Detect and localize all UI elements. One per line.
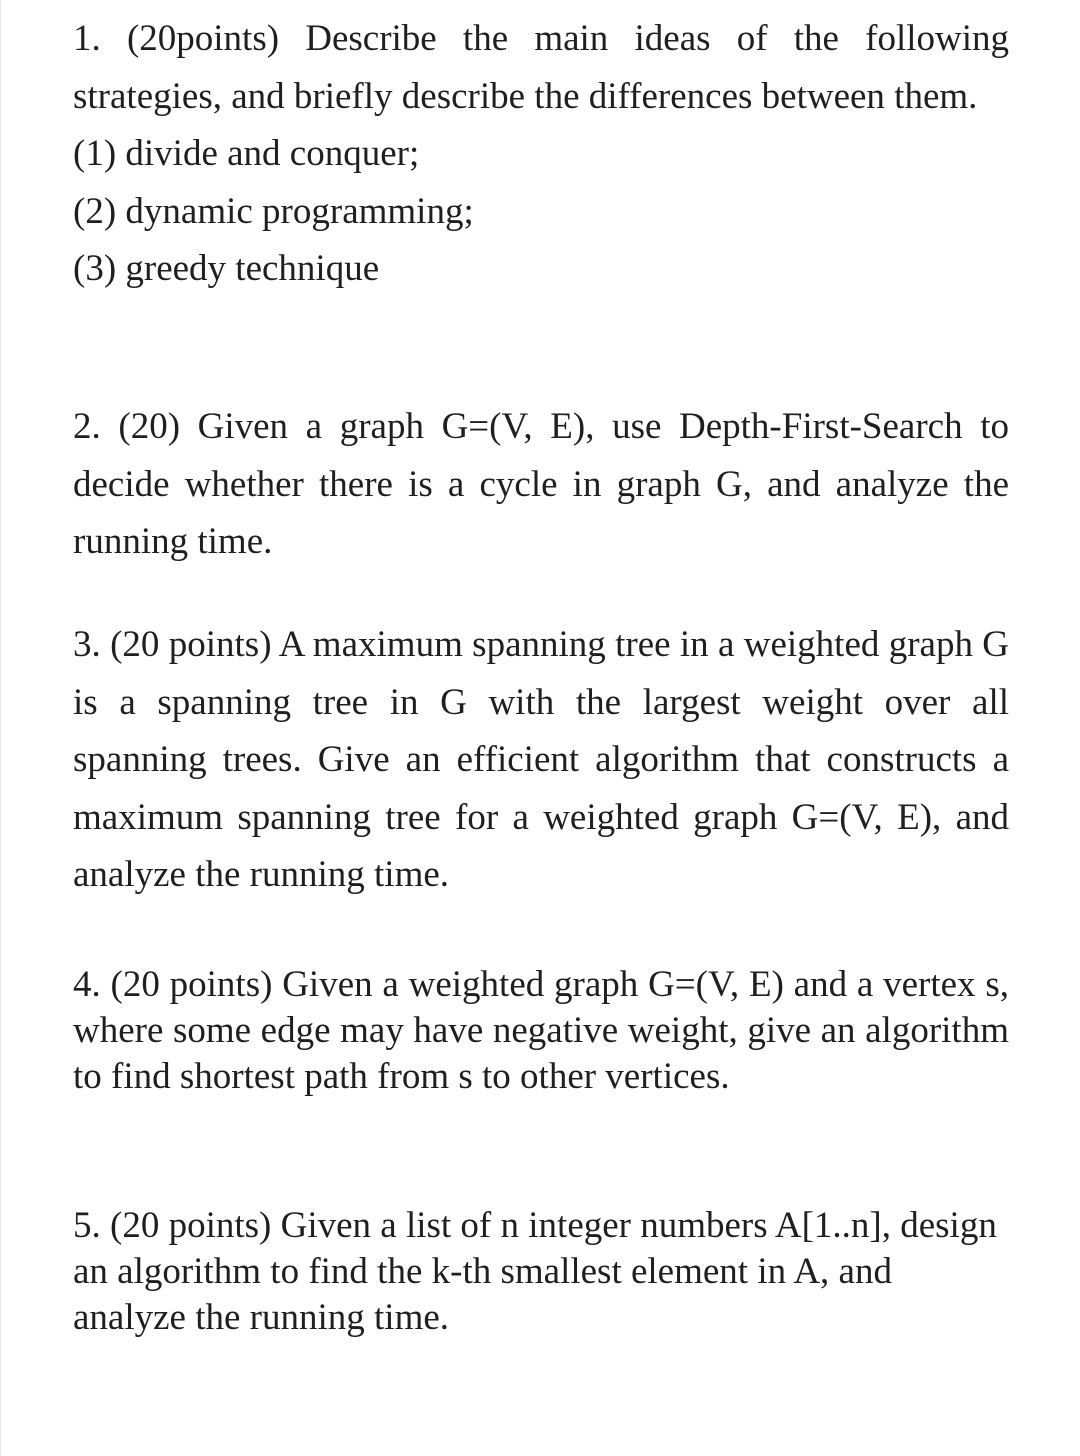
question-3-text: 3. (20 points) A maximum spanning tree in a weighted graph G is a spanning tree in G with the largest weight over all spanning trees. Give an efficient algorithm that constructs a maximum spanning tree for a weighted graph G=(V, E), and analyze the running time. — [73, 624, 1009, 895]
question-1-text: 1. (20points) Describe the main ideas of the following strategies, and briefly describe the differences between them. — [73, 18, 1009, 117]
question-2 — [73, 398, 1009, 571]
question-4 — [73, 962, 1009, 1100]
question-4-text: 4. (20 points) Given a weighted graph G=(V, E) and a vertex s, where some edge may have negative weight, give an algorithm to find shortest path from s to other vertices. — [73, 964, 1009, 1097]
question-5 — [73, 1203, 1009, 1341]
question-5-text: 5. (20 points) Given a list of n integer numbers A[1..n], design an algorithm to find the k-th smallest element in A, and analyze the running time. — [73, 1205, 997, 1338]
question-1-item-3: (3) greedy technique — [73, 248, 380, 289]
question-2-text: 2. (20) Given a graph G=(V, E), use Depth-First-Search to decide whether there is a cycle in graph G, and analyze the running time. — [73, 406, 1009, 562]
question-1-item-2: (2) dynamic programming; — [73, 190, 474, 232]
question-1 — [73, 10, 1009, 298]
question-3 — [73, 616, 1009, 904]
question-1-item-1: (1) divide and conquer; — [73, 133, 420, 174]
